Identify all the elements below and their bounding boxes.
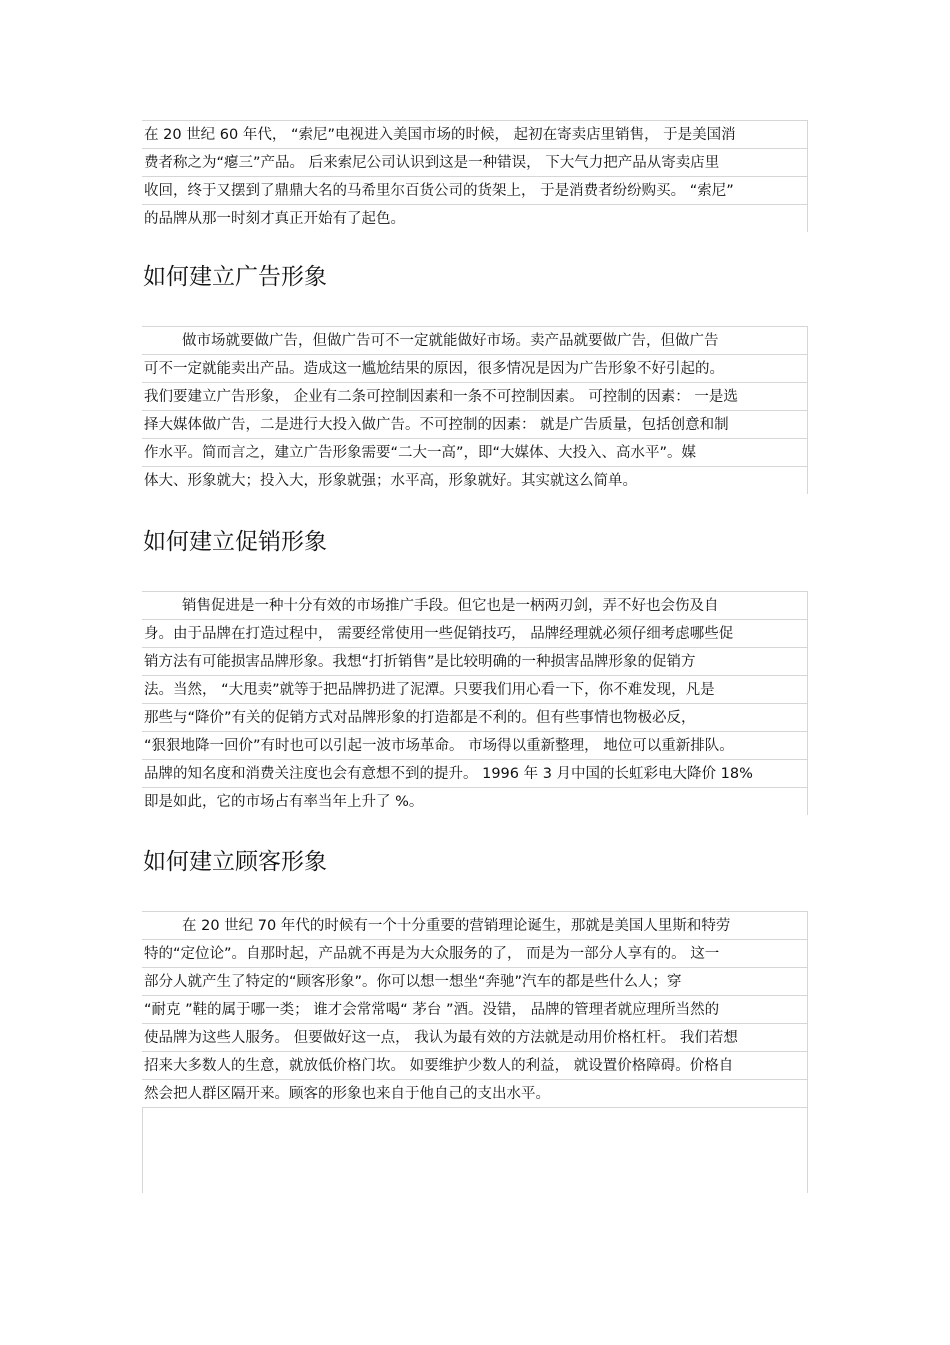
section-heading-advertising: 如何建立广告形象 (143, 264, 327, 290)
text-line: 特的“定位论”。自那时起，产品就不再是为大众服务的了， 而是为一部分人享有的。 这一 (142, 939, 808, 967)
text-line: 的品牌从那一时刻才真正开始有了起色。 (142, 204, 808, 232)
intro-paragraph (142, 120, 808, 232)
advertising-paragraph (142, 326, 808, 494)
blank-area (142, 1107, 808, 1193)
text-line: 费者称之为“瘪三”产品。 后来索尼公司认识到这是一种错误， 下大气力把产品从寄卖店里 (142, 148, 808, 176)
text-line: 品牌的知名度和消费关注度也会有意想不到的提升。 1996 年 3 月中国的长虹彩电大降价 18% (142, 759, 808, 787)
text-line: 部分人就产生了特定的“顾客形象”。你可以想一想坐“奔驰”汽车的都是些什么人；穿 (142, 967, 808, 995)
text-line: 招来大多数人的生意，就放低价格门坎。 如要维护少数人的利益， 就设置价格障碍。价格自 (142, 1051, 808, 1079)
text-line: 做市场就要做广告，但做广告可不一定就能做好市场。卖产品就要做广告，但做广告 (142, 326, 808, 354)
text-line: 即是如此，它的市场占有率当年上升了 %。 (142, 787, 808, 815)
text-line: 销方法有可能损害品牌形象。我想“打折销售”是比较明确的一种损害品牌形象的促销方 (142, 647, 808, 675)
text-line: 我们要建立广告形象， 企业有二条可控制因素和一条不可控制因素。 可控制的因素： 一是选 (142, 382, 808, 410)
text-line: 身。由于品牌在打造过程中， 需要经常使用一些促销技巧， 品牌经理就必须仔细考虑哪些促 (142, 619, 808, 647)
text-line: 收回，终于又摆到了鼎鼎大名的马希里尔百货公司的货架上， 于是消费者纷纷购买。 “索尼” (142, 176, 808, 204)
text-line: 在 20 世纪 70 年代的时候有一个十分重要的营销理论诞生，那就是美国人里斯和特劳 (142, 911, 808, 939)
text-line: 在 20 世纪 60 年代， “索尼”电视进入美国市场的时候， 起初在寄卖店里销售， 于是美国消 (142, 120, 808, 148)
text-line: 然会把人群区隔开来。顾客的形象也来自于他自己的支出水平。 (142, 1079, 808, 1107)
text-line: 销售促进是一种十分有效的市场推广手段。但它也是一柄两刃剑，弄不好也会伤及自 (142, 591, 808, 619)
text-line: “耐克 ”鞋的属于哪一类； 谁才会常常喝“ 茅台 ”酒。没错， 品牌的管理者就应理所当然的 (142, 995, 808, 1023)
text-line: 择大媒体做广告，二是进行大投入做广告。不可控制的因素： 就是广告质量，包括创意和制 (142, 410, 808, 438)
promotion-paragraph (142, 591, 808, 815)
section-heading-customer: 如何建立顾客形象 (143, 849, 327, 875)
text-line: 使品牌为这些人服务。 但要做好这一点， 我认为最有效的方法就是动用价格杠杆。 我们若想 (142, 1023, 808, 1051)
section-heading-promotion: 如何建立促销形象 (143, 529, 327, 555)
text-line: 体大、形象就大；投入大，形象就强；水平高，形象就好。其实就这么简单。 (142, 466, 808, 494)
text-line: “狠狠地降一回价”有时也可以引起一波市场革命。 市场得以重新整理， 地位可以重新排队。 (142, 731, 808, 759)
text-line: 法。当然， “大甩卖”就等于把品牌扔进了泥潭。只要我们用心看一下，你不难发现，凡是 (142, 675, 808, 703)
customer-paragraph (142, 911, 808, 1193)
text-line: 作水平。简而言之，建立广告形象需要“二大一高”，即“大媒体、大投入、高水平”。媒 (142, 438, 808, 466)
text-line: 那些与“降价”有关的促销方式对品牌形象的打造都是不利的。但有些事情也物极必反， (142, 703, 808, 731)
text-line: 可不一定就能卖出产品。造成这一尴尬结果的原因，很多情况是因为广告形象不好引起的。 (142, 354, 808, 382)
